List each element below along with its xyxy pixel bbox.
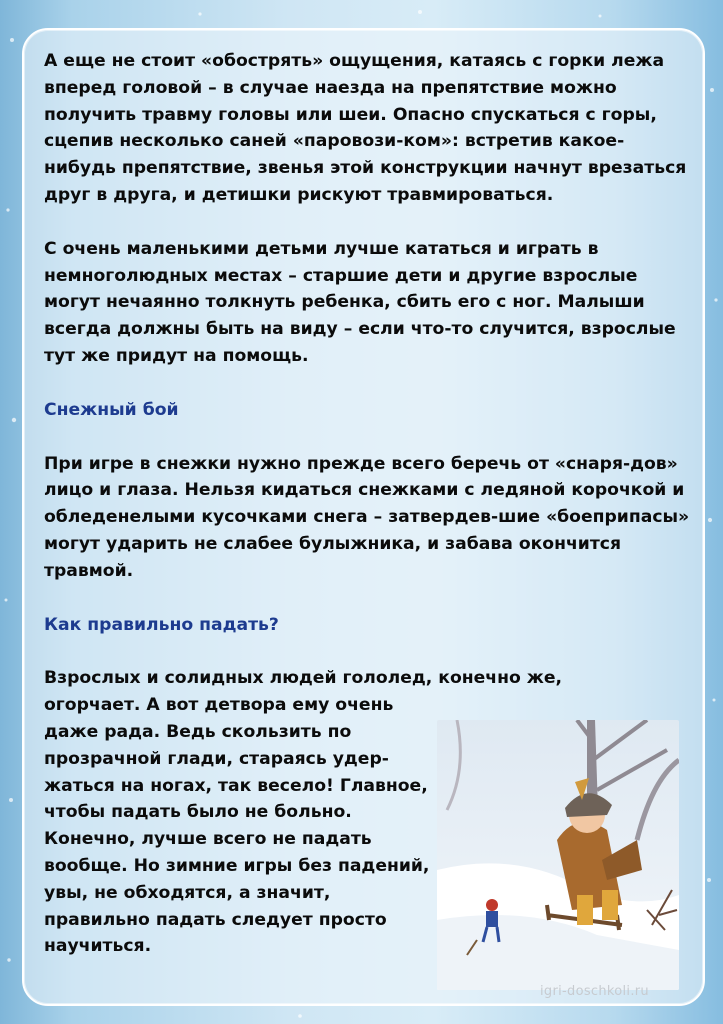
- child-falling-illustration: [437, 720, 679, 990]
- paragraph-small-children: С очень маленькими детьми лучше кататься и играть в немноголюдных местах – старшие дети и другие взрослые могут нечаянно толкнуть ребенка, сбить его с ног. Малыши всегда должны быть на виду – если что-то случится, взрослые тут же придут на помощь.: [44, 238, 676, 366]
- heading-snowball-fight: Снежный бой: [44, 399, 179, 420]
- heading-how-to-fall: Как правильно падать?: [44, 614, 279, 635]
- paragraph-ice-rest: огорчает. А вот детвора ему очень даже рада. Ведь скользить по прозрачной глади, стараясь удер-жаться на ногах, так весело! Главное, чтобы падать было не больно.: [44, 695, 428, 823]
- paragraph-learn-to-fall: Конечно, лучше всего не падать вообще. Но зимние игры без падений, увы, не обходятся, а значит, правильно падать следует просто научиться.: [44, 829, 430, 957]
- paragraph-ice-line-1: Взрослых и солидных людей гололед, конечно же,: [44, 668, 563, 689]
- text-beside-illustration: [44, 692, 439, 960]
- paragraph-snowball: При игре в снежки нужно прежде всего беречь от «снаря-дов» лицо и глаза. Нельзя кидаться снежками с ледяной корочкой и обледенелыми кусочками снега – затвердев-шие «боеприпасы» могут ударить не слабее булыжника, и забава окончится травмой.: [44, 453, 690, 581]
- paragraph-sledding-safety: А еще не стоит «обострять» ощущения, катаясь с горки лежа вперед головой – в случае наезда на препятствие можно получить травму головы или шеи. Опасно спускаться с горы, сцепив несколько саней «паровози-ком»: встретив какое-нибудь препятствие, звенья этой конструкции начнут врезаться друг в друга, и детишки рискуют травмироваться.: [44, 51, 687, 205]
- site-watermark: igri-doschkoli.ru: [540, 984, 649, 999]
